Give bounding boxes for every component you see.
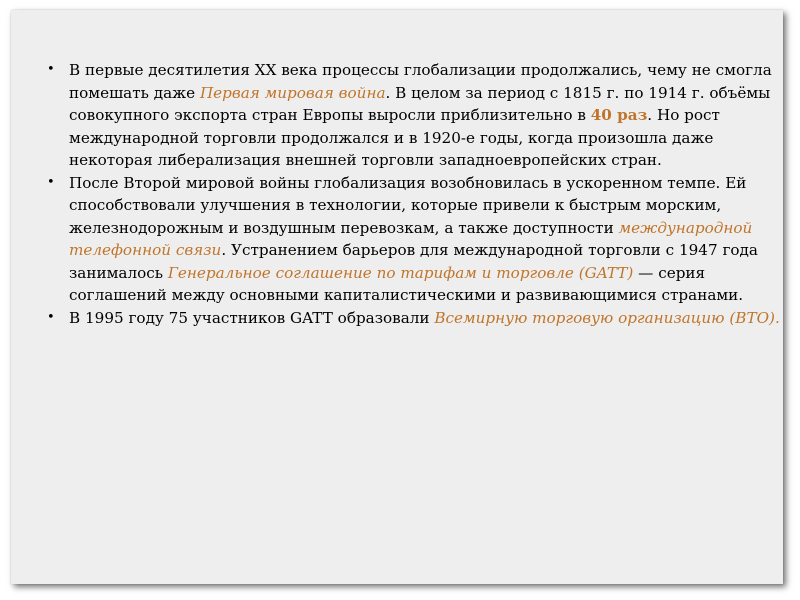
content-panel <box>11 10 783 584</box>
bullet-list <box>47 59 787 329</box>
bullet-icon: • <box>47 62 55 77</box>
link-international-telephony[interactable]: международной телефонной связи <box>69 218 753 259</box>
bullet-text: . Устранением барьеров для международной торговли с 1947 года занималось <box>69 241 758 282</box>
highlight-40-times: 40 раз <box>590 106 648 124</box>
bullet-text: . Но рост международной торговли продолжался и в 1920-е годы, когда произошла даже некоторая либерализация внешней торговли западноевропейских стран. <box>69 106 720 169</box>
bullet-text: — серия соглашений между основными капиталистическими и развивающимися странами. <box>69 263 744 304</box>
slide-body <box>47 59 787 329</box>
bullet-item <box>47 59 787 172</box>
bullet-text: В первые десятилетия XX века процессы глобализации продолжались, чему не смогла помешать даже <box>69 61 772 102</box>
bullet-icon: • <box>47 174 55 190</box>
bullet-text: В 1995 году 75 участников GATT образовали <box>69 308 435 327</box>
bullet-item <box>47 307 787 330</box>
link-gatt[interactable]: Генеральное соглашение по тарифам и торговле (GATT) <box>167 263 634 282</box>
bullet-item <box>47 172 787 307</box>
bullet-icon: • <box>47 309 55 325</box>
link-wto[interactable]: Всемирную торговую организацию (ВТО). <box>434 308 780 327</box>
bullet-text: . В целом за период с 1815 г. по 1914 г. объёмы совокупного экспорта стран Европы выросли приблизительно в <box>69 83 771 124</box>
link-first-world-war[interactable]: Первая мировая война <box>199 83 386 102</box>
bullet-text: После Второй мировой войны глобализация возобновилась в ускоренном темпе. Ей способствовали улучшения в технологии, которые привели к быстрым морским, железнодорожным и воздушным перевозкам, а также доступности <box>69 173 747 237</box>
